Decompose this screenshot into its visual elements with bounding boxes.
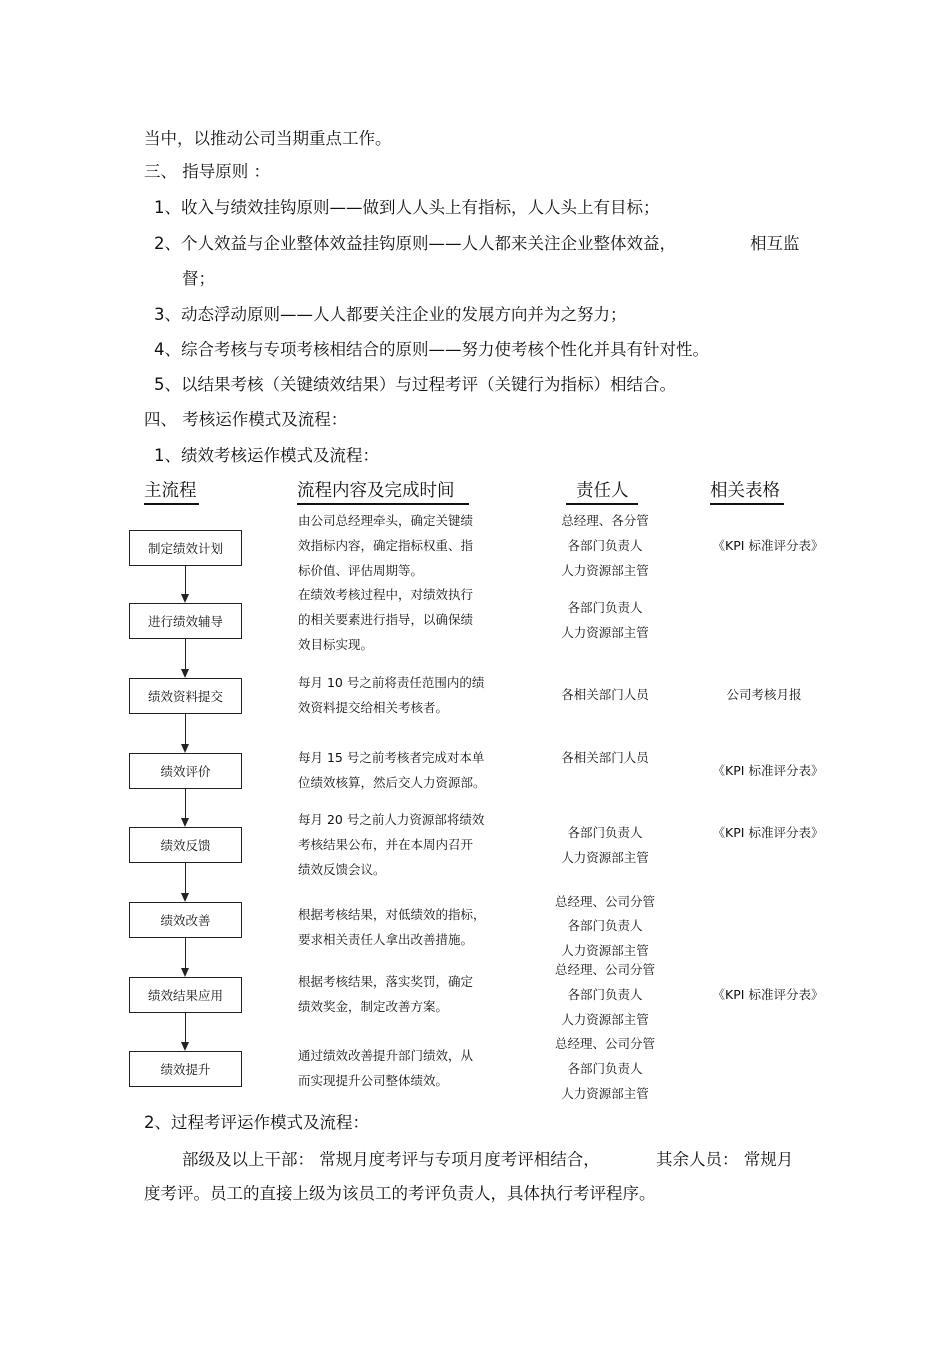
principle-2-continued: 督； <box>182 269 215 288</box>
step-responsible-line: 各部门负责人 <box>567 825 643 840</box>
step-description-line: 每月 10 号之前将责任范围内的绩 <box>298 675 485 690</box>
step-description-line: 位绩效核算，然后交人力资源部。 <box>298 775 486 790</box>
step-description-line: 效指标内容，确定指标权重、指 <box>298 538 474 553</box>
flow-connector <box>185 639 186 670</box>
header-underline <box>144 503 199 505</box>
flow-step-box: 绩效提升 <box>129 1051 242 1087</box>
step-description-line: 根据考核结果，对低绩效的指标， <box>298 907 486 922</box>
flow-connector <box>185 1013 186 1043</box>
principle-1: 1、收入与绩效挂钩原则——做到人人头上有指标，人人头上有目标； <box>154 198 660 217</box>
step-form: 《KPI 标准评分表》 <box>712 825 824 840</box>
step-description-line: 标价值、评估周期等。 <box>298 563 424 578</box>
step-responsible-line: 人力资源部主管 <box>561 850 649 865</box>
step-description-line: 效目标实现。 <box>298 637 374 652</box>
flow-step-box: 绩效结果应用 <box>129 977 242 1013</box>
step-form: 《KPI 标准评分表》 <box>712 987 824 1002</box>
principle-2: 2、个人效益与企业整体效益挂钩原则——人人都来关注企业整体效益， <box>154 234 676 253</box>
step-description-line: 考核结果公布，并在本周内召开 <box>298 837 474 852</box>
section-heading-principles: 三、 指导原则 ： <box>144 162 270 181</box>
step-responsible-line: 人力资源部主管 <box>561 625 649 640</box>
closing-paragraph-line: 部级及以上干部： 常规月度考评与专项月度考评相结合， <box>182 1150 600 1169</box>
sub-heading-performance-flow: 1、绩效考核运作模式及流程： <box>154 446 379 465</box>
flow-step-box: 制定绩效计划 <box>129 530 242 566</box>
arrow-down-icon <box>181 968 189 977</box>
principle-3: 3、动态浮动原则——人人都要关注企业的发展方向并为之努力； <box>154 305 627 324</box>
step-responsible-line: 各部门负责人 <box>567 538 643 553</box>
closing-paragraph-line: 度考评。员工的直接上级为该员工的考评负责人，具体执行考评程序。 <box>144 1184 656 1203</box>
step-responsible-line: 各部门负责人 <box>567 1061 643 1076</box>
step-description-line: 每月 15 号之前考核者完成对本单 <box>298 750 485 765</box>
step-responsible-line: 各部门负责人 <box>567 918 643 933</box>
column-header-responsible: 责任人 <box>576 481 629 501</box>
column-header-forms: 相关表格 <box>710 481 780 501</box>
flow-connector <box>185 566 186 595</box>
step-responsible-line: 人力资源部主管 <box>561 943 649 958</box>
column-header-main-flow: 主流程 <box>144 481 197 501</box>
flow-connector <box>185 938 186 969</box>
step-description-line: 要求相关责任人拿出改善措施。 <box>298 932 474 947</box>
step-description-line: 在绩效考核过程中，对绩效执行 <box>298 587 474 602</box>
step-description-line: 通过绩效改善提升部门绩效，从 <box>298 1048 474 1063</box>
step-description-line: 效资料提交给相关考核者。 <box>298 700 449 715</box>
column-header-content-time: 流程内容及完成时间 <box>297 481 455 501</box>
step-responsible-line: 人力资源部主管 <box>561 563 649 578</box>
step-description-line: 根据考核结果，落实奖罚，确定 <box>298 974 474 989</box>
step-form: 《KPI 标准评分表》 <box>712 538 824 553</box>
step-responsible-line: 人力资源部主管 <box>561 1086 649 1101</box>
flow-step-box: 进行绩效辅导 <box>129 603 242 639</box>
step-description-line: 的相关要素进行指导，以确保绩 <box>298 612 474 627</box>
arrow-down-icon <box>181 893 189 902</box>
flow-step-box: 绩效评价 <box>129 753 242 789</box>
step-responsible-line: 各相关部门人员 <box>561 750 649 765</box>
arrow-down-icon <box>181 1042 189 1051</box>
flow-connector <box>185 789 186 819</box>
step-description-line: 绩效反馈会议。 <box>298 862 386 877</box>
step-description-line: 而实现提升公司整体绩效。 <box>298 1073 449 1088</box>
header-underline <box>710 503 784 505</box>
step-responsible-line: 总经理、各分管 <box>561 513 649 528</box>
step-responsible-line: 总经理、公司分管 <box>554 894 655 909</box>
arrow-down-icon <box>181 594 189 603</box>
step-responsible-line: 各部门负责人 <box>567 987 643 1002</box>
flow-connector <box>185 863 186 894</box>
principle-2-tail: 相互监 <box>750 234 800 253</box>
principle-4: 4、综合考核与专项考核相结合的原则——努力使考核个性化并具有针对性。 <box>154 340 709 359</box>
intro-line: 当中，以推动公司当期重点工作。 <box>144 129 392 148</box>
step-description-line: 由公司总经理牵头，确定关键绩 <box>298 513 474 528</box>
step-responsible-line: 各相关部门人员 <box>561 687 649 702</box>
section-heading-process: 四、 考核运作模式及流程： <box>144 410 348 429</box>
step-responsible-line: 总经理、公司分管 <box>554 962 655 977</box>
arrow-down-icon <box>181 669 189 678</box>
step-responsible-line: 总经理、公司分管 <box>554 1036 655 1051</box>
flow-step-box: 绩效改善 <box>129 902 242 938</box>
arrow-down-icon <box>181 818 189 827</box>
flow-step-box: 绩效资料提交 <box>129 678 242 714</box>
step-description-line: 绩效奖金，制定改善方案。 <box>298 999 449 1014</box>
step-responsible-line: 人力资源部主管 <box>561 1012 649 1027</box>
step-description-line: 每月 20 号之前人力资源部将绩效 <box>298 812 485 827</box>
flow-step-box: 绩效反馈 <box>129 827 242 863</box>
closing-paragraph-tail: 其余人员： 常规月 <box>656 1150 794 1169</box>
header-underline <box>566 503 638 505</box>
arrow-down-icon <box>181 744 189 753</box>
step-form: 《KPI 标准评分表》 <box>712 763 824 778</box>
header-underline <box>297 503 469 505</box>
step-responsible-line: 各部门负责人 <box>567 600 643 615</box>
principle-5: 5、以结果考核（关键绩效结果）与过程考评（关键行为指标）相结合。 <box>154 375 676 394</box>
flow-connector <box>185 714 186 745</box>
sub-heading-process-evaluation: 2、过程考评运作模式及流程： <box>144 1113 369 1132</box>
step-form: 公司考核月报 <box>726 687 802 702</box>
